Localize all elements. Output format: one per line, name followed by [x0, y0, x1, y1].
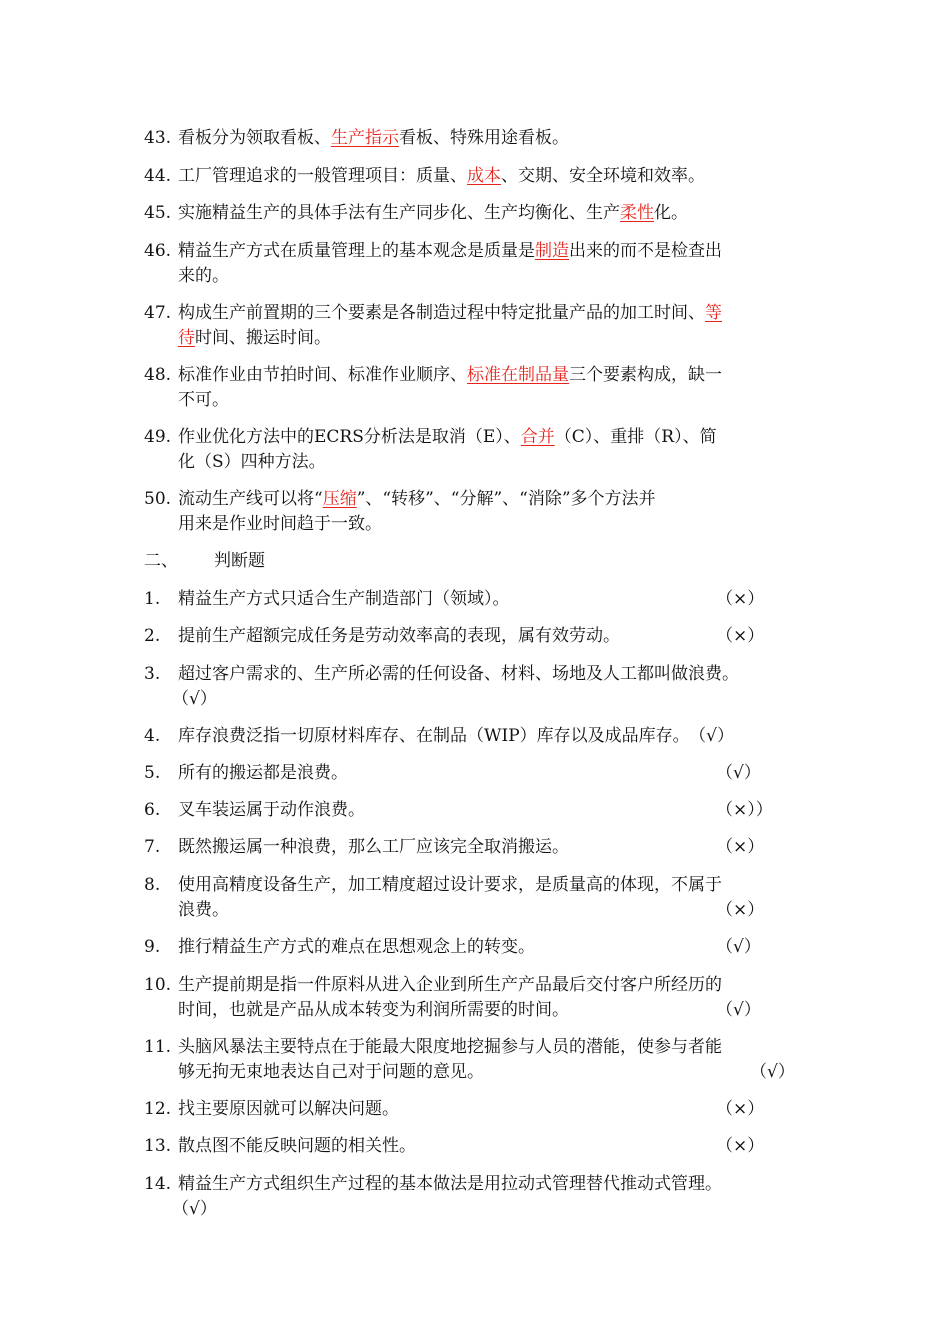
question-number: 1.	[144, 589, 161, 609]
answer-mark: （√）	[716, 937, 761, 957]
question-text: 提前生产超额完成任务是劳动效率高的表现，属有效劳动。	[178, 626, 620, 646]
judge-item-13	[144, 1134, 814, 1159]
question-number: 49.	[144, 427, 172, 447]
question-text: 既然搬运属一种浪费，那么工厂应该完全取消搬运。	[178, 837, 569, 857]
question-text: 用来是作业时间趋于一致。	[178, 514, 382, 534]
question-49	[144, 425, 814, 475]
judge-item-6	[144, 798, 814, 823]
question-number: 2.	[144, 626, 161, 646]
question-text: 构成生产前置期的三个要素是各制造过程中特定批量产品的加工时间、	[178, 303, 705, 323]
answer-blank: 压缩	[322, 489, 357, 509]
answer-mark: （√）	[697, 726, 734, 746]
judge-item-1	[144, 587, 814, 612]
answer-mark: （×）	[716, 837, 765, 857]
answer-blank: 合并	[520, 427, 555, 447]
answer-blank: 成本	[467, 166, 501, 186]
question-text: 看板分为领取看板、	[178, 128, 331, 148]
question-text: 实施精益生产的具体手法有生产同步化、生产均衡化、生产	[178, 203, 620, 223]
section-heading	[144, 549, 265, 574]
judge-item-12	[144, 1097, 814, 1122]
answer-blank: 柔性	[620, 203, 654, 223]
judge-item-4	[144, 724, 814, 749]
question-47	[144, 301, 814, 351]
answer-mark: （√）	[172, 689, 217, 709]
judge-item-9	[144, 935, 814, 960]
question-text: 够无拘无束地表达自己对于问题的意见。	[178, 1062, 484, 1082]
question-text: 流动生产线可以将“	[178, 489, 323, 509]
question-number: 6.	[144, 800, 161, 820]
question-number: 44.	[144, 166, 172, 186]
judge-item-10	[144, 973, 814, 1023]
question-text: 头脑风暴法主要特点在于能最大限度地挖掘参与人员的潜能，使参与者能	[178, 1037, 722, 1057]
question-text: 来的。	[178, 266, 229, 286]
answer-blank: 标准在制品量	[467, 365, 569, 385]
question-text: 所有的搬运都是浪费。	[178, 763, 348, 783]
question-number: 45.	[144, 203, 172, 223]
question-45	[144, 201, 814, 226]
answer-blank: 制造	[535, 241, 569, 261]
answer-mark: （√）	[172, 1199, 217, 1219]
question-text: 使用高精度设备生产，加工精度超过设计要求，是质量高的体现，不属于	[178, 875, 722, 895]
question-text: 标准作业由节拍时间、标准作业顺序、	[178, 365, 467, 385]
question-text: 找主要原因就可以解决问题。	[178, 1099, 399, 1119]
question-text: 三个要素构成，缺一	[569, 365, 722, 385]
question-number: 7.	[144, 837, 161, 857]
answer-mark: （×））	[716, 800, 773, 820]
answer-mark: （×）	[716, 1099, 765, 1119]
answer-mark: （×）	[716, 900, 765, 920]
judge-item-7	[144, 835, 814, 860]
judge-item-8	[144, 873, 814, 923]
question-number: 9.	[144, 937, 161, 957]
answer-blank: 等	[705, 303, 722, 323]
question-text: 精益生产方式组织生产过程的基本做法是用拉动式管理替代推动式管理。	[178, 1174, 722, 1194]
question-number: 47.	[144, 303, 172, 323]
question-text: 不可。	[178, 390, 229, 410]
question-text: （C）、重排（R）、简	[554, 427, 717, 447]
question-text: 浪费。	[178, 900, 229, 920]
question-text: 出来的而不是检查出	[569, 241, 722, 261]
question-text: 看板、特殊用途看板。	[399, 128, 569, 148]
judge-item-14	[144, 1172, 814, 1222]
judge-item-2	[144, 624, 814, 649]
question-number: 12.	[144, 1099, 172, 1119]
question-text: ”、“转移”、“分解”、“消除”多个方法并	[356, 489, 656, 509]
answer-mark: （×）	[716, 626, 765, 646]
question-number: 14.	[144, 1174, 172, 1194]
question-text: 工厂管理追求的一般管理项目：质量、	[178, 166, 467, 186]
question-number: 46.	[144, 241, 172, 261]
question-46	[144, 239, 814, 289]
answer-mark: （×）	[716, 589, 765, 609]
question-text: 散点图不能反映问题的相关性。	[178, 1136, 416, 1156]
question-text: 生产提前期是指一件原料从进入企业到所生产产品最后交付客户所经历的	[178, 975, 722, 995]
question-text: 叉车装运属于动作浪费。	[178, 800, 365, 820]
answer-mark: （√）	[750, 1062, 795, 1082]
question-number: 43.	[144, 128, 172, 148]
question-number: 10.	[144, 975, 172, 995]
question-text: 精益生产方式在质量管理上的基本观念是质量是	[178, 241, 535, 261]
question-48	[144, 363, 814, 413]
question-text: 作业优化方法中的ECRS分析法是取消（E）、	[178, 427, 521, 447]
judge-item-5	[144, 761, 814, 786]
judge-item-3	[144, 662, 814, 712]
answer-mark: （√）	[716, 1000, 761, 1020]
judge-item-11	[144, 1035, 814, 1085]
question-number: 11.	[144, 1037, 172, 1057]
answer-mark: （√）	[716, 763, 761, 783]
section-number: 二、	[144, 551, 178, 571]
answer-blank: 待	[178, 328, 195, 348]
section-title: 判断题	[214, 551, 265, 571]
answer-blank: 生产指示	[331, 128, 399, 148]
question-text: 时间，也就是产品从成本转变为利润所需要的时间。	[178, 1000, 569, 1020]
question-number: 5.	[144, 763, 161, 783]
question-text: 、交期、安全环境和效率。	[501, 166, 705, 186]
question-number: 13.	[144, 1136, 172, 1156]
question-text: 精益生产方式只适合生产制造部门（领域）。	[178, 589, 510, 609]
question-text: 化。	[654, 203, 688, 223]
question-50	[144, 487, 814, 537]
question-text: 库存浪费泛指一切原材料库存、在制品（WIP）库存以及成品库存。	[178, 726, 690, 746]
question-44	[144, 164, 814, 189]
question-number: 3.	[144, 664, 161, 684]
question-text: 推行精益生产方式的难点在思想观念上的转变。	[178, 937, 535, 957]
answer-mark: （×）	[716, 1136, 765, 1156]
question-text: 时间、搬运时间。	[195, 328, 331, 348]
question-text: 超过客户需求的、生产所必需的任何设备、材料、场地及人工都叫做浪费。	[178, 664, 739, 684]
question-number: 50.	[144, 489, 172, 509]
question-number: 48.	[144, 365, 172, 385]
question-text: 化（S）四种方法。	[178, 452, 326, 472]
question-43	[144, 126, 814, 151]
question-number: 4.	[144, 726, 161, 746]
question-number: 8.	[144, 875, 161, 895]
